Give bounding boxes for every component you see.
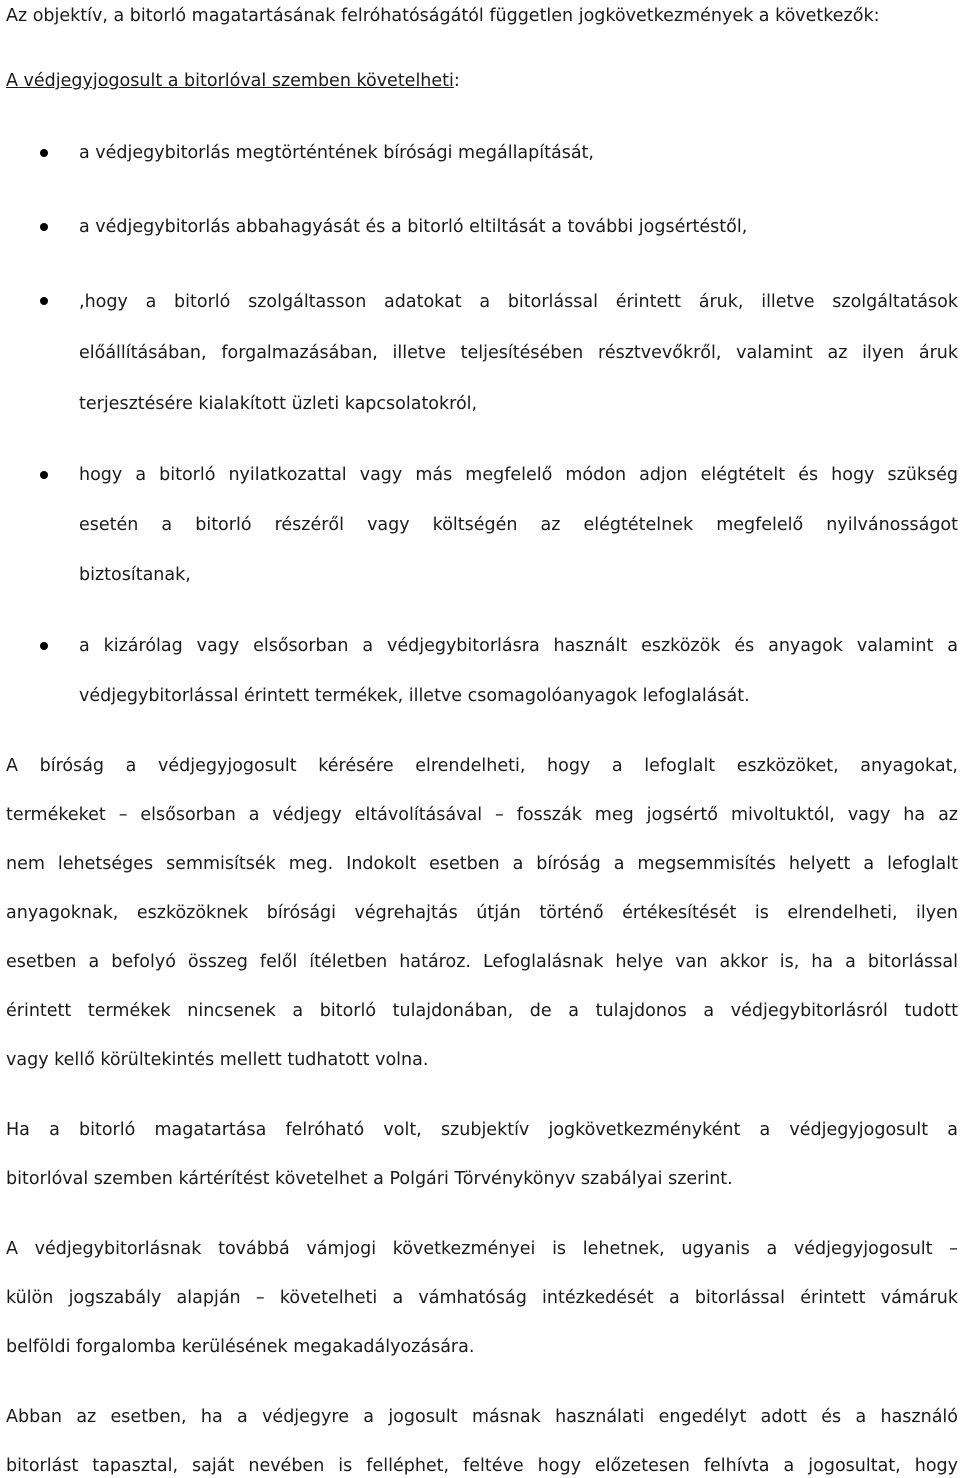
paragraph-line: bitorlást tapasztal, saját nevében is felléphet, feltéve hogy előzetesen felhívta a jogosultat, hogy bbox=[6, 1456, 958, 1476]
paragraph-line: nem lehetséges semmisítsék meg. Indokolt esetben a bíróság a megsemmisítés helyett a lefoglalt bbox=[6, 854, 958, 874]
bullet-item-text: esetén a bitorló részéről vagy költségén az elégtételnek megfelelő nyilvánosságot bbox=[79, 515, 958, 535]
paragraph-line: Abban az esetben, ha a védjegyre a jogosult másnak használati engedélyt adott és a használó bbox=[6, 1407, 958, 1427]
paragraph-line: A védjegybitorlásnak továbbá vámjogi következményei is lehetnek, ugyanis a védjegyjogosult – bbox=[6, 1239, 958, 1259]
bullet-dot bbox=[40, 642, 48, 650]
bullet-item-text: a kizárólag vagy elsősorban a védjegybitorlásra használt eszközök és anyagok valamint a bbox=[79, 636, 958, 656]
bullet-dot bbox=[40, 471, 48, 479]
paragraph-line: érintett termékek nincsenek a bitorló tulajdonában, de a tulajdonos a védjegybitorlásról tudott bbox=[6, 1001, 958, 1021]
bullet-item-text: hogy a bitorló nyilatkozattal vagy más megfelelő módon adjon elégtételt és hogy szükség bbox=[79, 465, 958, 485]
bullet-item-text: a védjegybitorlás abbahagyását és a bitorló eltiltását a további jogsértéstől, bbox=[79, 217, 748, 237]
bullet-item-text: a védjegybitorlás megtörténtének bírósági megállapítását, bbox=[79, 143, 594, 163]
intro-text: Az objektív, a bitorló magatartásának felróhatóságától független jogkövetkezmények a következők: bbox=[6, 6, 880, 26]
paragraph-line: anyagoknak, eszközöknek bírósági végrehajtás útján történő értékesítését is elrendelheti, ilyen bbox=[6, 903, 958, 923]
bullet-dot bbox=[40, 297, 48, 305]
paragraph-line: A bíróság a védjegyjogosult kérésére elrendelheti, hogy a lefoglalt eszközöket, anyagokat, bbox=[6, 756, 958, 776]
section-heading-colon: : bbox=[453, 71, 460, 91]
paragraph-line: bitorlóval szemben kártérítést követelhet a Polgári Törvénykönyv szabályai szerint. bbox=[6, 1169, 733, 1189]
paragraph-line: vagy kellő körültekintés mellett tudhatott volna. bbox=[6, 1050, 429, 1070]
bullet-item-text: ,hogy a bitorló szolgáltasson adatokat a bitorlással érintett áruk, illetve szolgáltatások bbox=[79, 292, 958, 312]
bullet-item-text: biztosítanak, bbox=[79, 565, 191, 585]
section-heading bbox=[6, 69, 460, 93]
bullet-item-text: előállításában, forgalmazásában, illetve teljesítésében résztvevőkről, valamint az ilyen áruk bbox=[79, 343, 958, 363]
paragraph-line: külön jogszabály alapján – követelheti a vámhatóság intézkedését a bitorlással érintett vámáruk bbox=[6, 1288, 958, 1308]
bullet-item-text: terjesztésére kialakított üzleti kapcsolatokról, bbox=[79, 394, 478, 414]
paragraph-line: belföldi forgalomba kerülésének megakadályozására. bbox=[6, 1337, 475, 1357]
paragraph-line: esetben a befolyó összeg felől ítéletben határoz. Lefoglalásnak helye van akkor is, ha a bitorlással bbox=[6, 952, 958, 972]
bullet-dot bbox=[40, 223, 48, 231]
section-heading-text: A védjegyjogosult a bitorlóval szemben követelheti bbox=[6, 71, 454, 91]
paragraph-line: Ha a bitorló magatartása felróható volt, szubjektív jogkövetkezményként a védjegyjogosult a bbox=[6, 1120, 958, 1140]
paragraph-line: termékeket – elsősorban a védjegy eltávolításával – fosszák meg jogsértő mivoltuktól, vagy ha az bbox=[6, 805, 958, 825]
bullet-dot bbox=[40, 149, 48, 157]
bullet-item-text: védjegybitorlással érintett termékek, illetve csomagolóanyagok lefoglalását. bbox=[79, 686, 750, 706]
